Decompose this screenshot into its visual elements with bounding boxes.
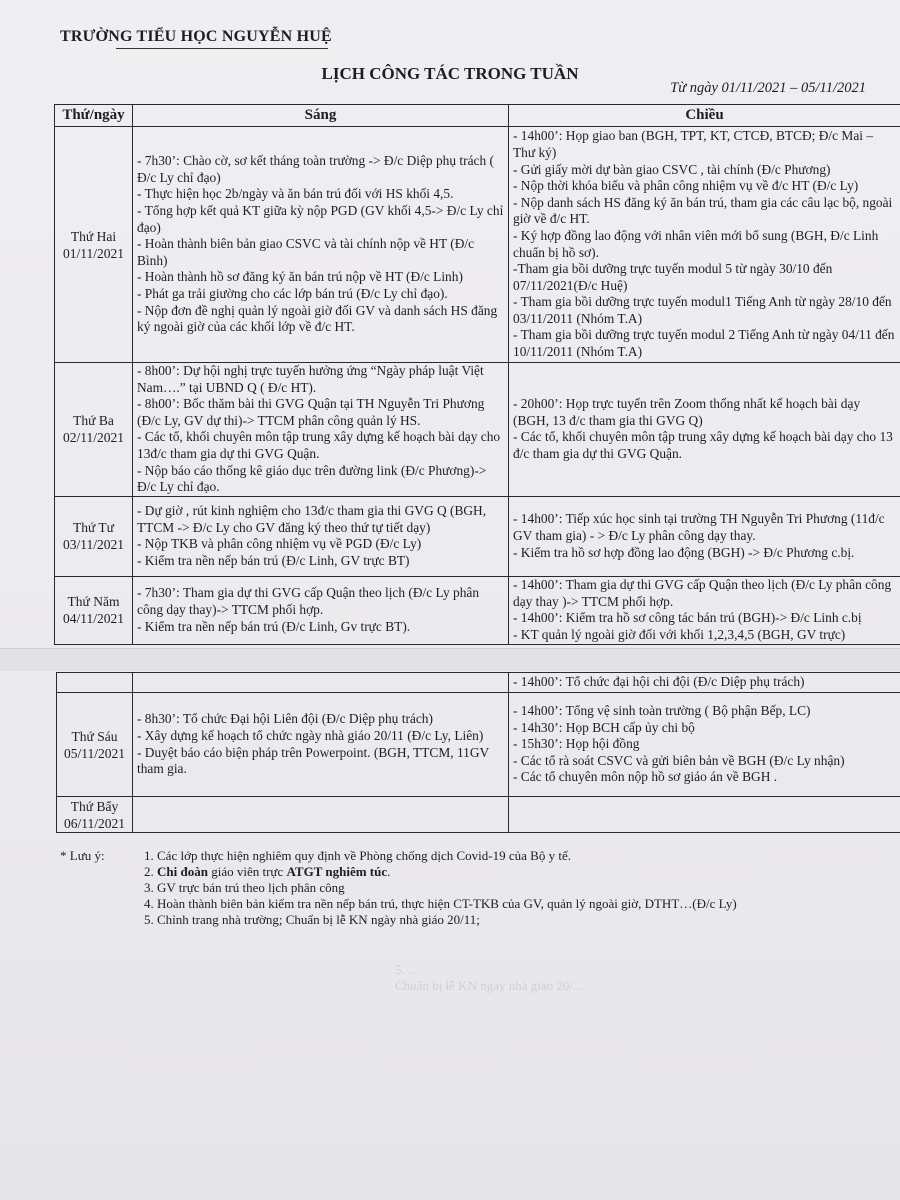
note-bold-text: Chi đoàn	[157, 864, 208, 879]
morning-cell	[133, 693, 509, 797]
schedule-item: - Ký hợp đồng lao động với nhân viên mới bổ sung (BGH, Đ/c Linh chuẩn bị hồ sơ).	[513, 227, 879, 260]
note-bold-text: ATGT nghiêm túc	[286, 864, 388, 879]
show-through-line: Chuẩn bị lễ KN ngày nhà giáo 20/...	[395, 978, 583, 993]
schedule-item: - Duyệt báo cáo biện pháp trên Powerpoint. (BGH, TTCM, 11GV tham gia.	[137, 744, 489, 777]
day-name: Thứ Ba	[73, 413, 114, 429]
day-name: Thứ Tư	[72, 520, 114, 536]
table-row	[55, 576, 900, 644]
document-title: LỊCH CÔNG TÁC TRONG TUẦN	[321, 64, 579, 83]
day-date: 02/11/2021	[62, 430, 124, 446]
show-through-text	[395, 962, 583, 994]
morning-cell	[133, 363, 509, 497]
note-text: 3. GV trực bán trú theo lịch phân công	[144, 880, 345, 895]
header-morning: Sáng	[133, 105, 509, 127]
table-header-row	[55, 105, 900, 127]
notes-label: * Lưu ý:	[60, 848, 105, 863]
page-break-gap	[0, 648, 900, 671]
schedule-item: - 8h30’: Tổ chức Đại hội Liên đội (Đ/c Diệp phụ trách)	[137, 711, 433, 727]
afternoon-cell	[509, 576, 900, 644]
schedule-item: - 14h00’: Họp giao ban (BGH, TPT, KT, CTCĐ, BTCĐ; Đ/c Mai – Thư ký)	[513, 128, 874, 160]
day-name: Thứ Hai	[70, 228, 117, 244]
day-name: Thứ Năm	[67, 594, 120, 610]
note-text: 1. Các lớp thực hiện nghiêm quy định về Phòng chống dịch Covid-19 của Bộ y tế.	[144, 848, 571, 863]
schedule-item: - Nộp thời khóa biểu và phân công nhiệm vụ về đ/c HT (Đ/c Ly)	[513, 178, 859, 194]
day-date: 03/11/2021	[62, 537, 124, 553]
schedule-item: - Gửi giấy mời dự bàn giao CSVC , tài chính (Đ/c Phương)	[513, 161, 831, 177]
day-cell	[55, 127, 133, 363]
morning-cell	[133, 496, 509, 576]
schedule-item: - 14h00’: Tổng vệ sinh toàn trường ( Bộ phận Bếp, LC)	[513, 703, 811, 719]
morning-cell	[133, 673, 509, 693]
schedule-item: - Nộp đơn đề nghị quản lý ngoài giờ đối GV và danh sách HS đăng ký ngoài giờ của các khối lớp về đ/c HT.	[137, 302, 498, 335]
day-name: Thứ Bẩy	[70, 798, 119, 814]
schedule-item: - Phát ga trải giường cho các lớp bán trú (Đ/c Ly chỉ đạo).	[137, 285, 448, 301]
day-cell	[55, 363, 133, 497]
schedule-item: - 14h00’: Tổ chức đại hội chi đội (Đ/c Diệp phụ trách)	[513, 674, 805, 690]
schedule-item: - Kiểm tra nền nếp bán trú (Đ/c Linh, GV trực BT)	[137, 552, 410, 568]
schedule-item: - Hoàn thành biên bản giao CSVC và tài chính nộp về HT (Đ/c Bình)	[137, 236, 475, 268]
schedule-item: - Tổng hợp kết quả KT giữa kỳ nộp PGD (GV khối 4,5-> Đ/c Ly chỉ đạo)	[137, 203, 504, 235]
note-text: giáo viên trực	[207, 864, 287, 879]
schedule-item: - 15h30’: Họp hội đồng	[513, 736, 640, 752]
note-item	[144, 848, 884, 864]
schedule-table	[54, 104, 900, 645]
schedule-item: - Tham gia bồi dưỡng trực tuyến modul 2 Tiếng Anh từ ngày 04/11 đến 10/11/2011 (Nhóm T.A)	[513, 327, 895, 360]
schedule-item: - Nộp danh sách HS đăng ký ăn bán trú, tham gia các câu lạc bộ, ngoài giờ về đ/c HT.	[513, 194, 893, 227]
afternoon-cell	[509, 693, 900, 797]
table-row	[55, 363, 900, 497]
schedule-item: - Xây dựng kế hoạch tổ chức ngày nhà giáo 20/11 (Đ/c Ly, Liên)	[137, 727, 484, 743]
schedule-item: - 20h00’: Họp trực tuyến trên Zoom thống nhất kế hoạch bài dạy (BGH, 13 đ/c tham gia thi GVG Q)	[513, 396, 861, 428]
schedule-item: - Tham gia bồi dưỡng trực tuyến modul1 Tiếng Anh từ ngày 28/10 đến 03/11/2011 (Nhóm T.A)	[513, 294, 892, 326]
afternoon-cell	[509, 363, 900, 497]
table-row	[55, 127, 900, 363]
note-item	[144, 880, 884, 896]
note-item	[144, 896, 884, 912]
day-date: 05/11/2021	[63, 745, 125, 761]
note-text: .	[387, 864, 391, 879]
day-cell	[55, 576, 133, 644]
schedule-item: - Các tổ, khối chuyên môn tập trung xây dựng kế hoạch bài dạy cho 13đ/c tham gia dự thi GVG Quận.	[137, 429, 501, 461]
schedule-item: - 14h00’: Kiểm tra hồ sơ công tác bán trú (BGH)-> Đ/c Linh c.bị	[513, 610, 862, 626]
schedule-item: - Các tổ chuyên môn nộp hồ sơ giáo án về BGH .	[513, 769, 778, 785]
day-name: Thứ Sáu	[71, 728, 118, 744]
header-day: Thứ/ngày	[55, 105, 133, 127]
afternoon-cell	[509, 127, 900, 363]
note-text: 2.	[144, 864, 157, 879]
afternoon-cell	[509, 673, 900, 693]
school-name-underline	[116, 48, 328, 49]
notes-list	[144, 848, 884, 928]
morning-cell	[133, 797, 509, 833]
note-text: 5. Chỉnh trang nhà trường; Chuẩn bị lễ KN ngày nhà giáo 20/11;	[144, 912, 480, 927]
schedule-item: - 7h30’: Tham gia dự thi GVG cấp Quận theo lịch (Đ/c Ly phân công dạy thay)-> TTCM phối hợp.	[137, 585, 480, 617]
note-item	[144, 912, 884, 928]
show-through-line: 5. ...	[395, 962, 418, 977]
morning-cell	[133, 127, 509, 363]
note-text: 4. Hoàn thành biên bản kiểm tra nền nếp bán trú, thực hiện CT-TKB của GV, quản lý ngoài giờ, DTHT…(Đ/c Ly)	[144, 896, 737, 911]
date-range: Từ ngày 01/11/2021 – 05/11/2021	[670, 80, 866, 96]
schedule-item: - Các tổ rà soát CSVC và gửi biên bản về BGH (Đ/c Ly nhận)	[513, 752, 845, 768]
morning-cell	[133, 576, 509, 644]
day-date: 04/11/2021	[62, 611, 124, 627]
schedule-item: - 7h30’: Chào cờ, sơ kết tháng toàn trường -> Đ/c Diệp phụ trách ( Đ/c Ly chỉ đạo)	[137, 153, 494, 185]
day-cell	[55, 496, 133, 576]
schedule-item: - 8h00’: Dự hội nghị trực tuyến hưởng ứng “Ngày pháp luật Việt Nam….” tại UBND Q ( Đ/c HT).	[137, 363, 484, 395]
day-cell	[57, 693, 133, 797]
schedule-item: - 14h00’: Tiếp xúc học sinh tại trường TH Nguyễn Tri Phương (11đ/c GV tham gia) - > Đ/c Ly phân công dạy thay.	[513, 511, 885, 543]
note-item	[144, 864, 884, 880]
header-afternoon: Chiều	[509, 105, 900, 127]
day-cell	[57, 673, 133, 693]
afternoon-cell	[509, 797, 900, 833]
schedule-item: - KT quản lý ngoài giờ đối với khối 1,2,3,4,5 (BGH, GV trực)	[513, 626, 846, 642]
school-name: TRƯỜNG TIỂU HỌC NGUYỄN HUỆ	[60, 28, 332, 45]
afternoon-cell	[509, 496, 900, 576]
schedule-item: - Hoàn thành hồ sơ đăng ký ăn bán trú nộp về HT (Đ/c Linh)	[137, 269, 463, 285]
schedule-item: -Tham gia bồi dưỡng trực tuyến modul 5 từ ngày 30/10 đến 07/11/2021(Đ/c Huệ)	[513, 261, 833, 293]
schedule-item: - Kiểm tra hồ sơ hợp đồng lao động (BGH) -> Đ/c Phương c.bị.	[513, 544, 855, 560]
table-row	[55, 496, 900, 576]
schedule-item: - Các tổ, khối chuyên môn tập trung xây dựng kế hoạch bài dạy cho 13 đ/c tham gia dự thi GVG Quận.	[513, 429, 893, 461]
table-row	[57, 797, 900, 833]
schedule-item: - 8h00’: Bốc thăm bài thi GVG Quận tại TH Nguyễn Tri Phương (Đ/c Ly, GV dự thi)-> TTCM phân công quản lý HS.	[137, 396, 485, 428]
schedule-item: - Kiểm tra nền nếp bán trú (Đ/c Linh, Gv trực BT).	[137, 618, 411, 634]
schedule-table-continued	[56, 672, 900, 833]
schedule-item: - Nộp TKB và phân công nhiệm vụ về PGD (Đ/c Ly)	[137, 536, 422, 552]
schedule-item: - Dự giờ , rút kinh nghiệm cho 13đ/c tham gia thi GVG Q (BGH, TTCM -> Đ/c Ly cho GV đăng ký theo thứ tự tiết dạy)	[137, 503, 487, 535]
table-row	[57, 693, 900, 797]
day-cell	[57, 797, 133, 833]
day-date: 06/11/2021	[63, 815, 125, 831]
schedule-item: - 14h00’: Tham gia dự thi GVG cấp Quận theo lịch (Đ/c Ly phân công dạy thay )-> TTCM phối hợp.	[513, 577, 892, 609]
day-date: 01/11/2021	[62, 245, 124, 261]
schedule-item: - Thực hiện học 2b/ngày và ăn bán trú đối với HS khối 4,5.	[137, 186, 454, 202]
schedule-item: - Nộp báo cáo thống kê giáo dục trên đường link (Đ/c Phương)-> Đ/c Ly chỉ đạo.	[137, 462, 487, 495]
schedule-item: - 14h30’: Họp BCH cấp ủy chi bộ	[513, 719, 695, 735]
table-row	[57, 673, 900, 693]
